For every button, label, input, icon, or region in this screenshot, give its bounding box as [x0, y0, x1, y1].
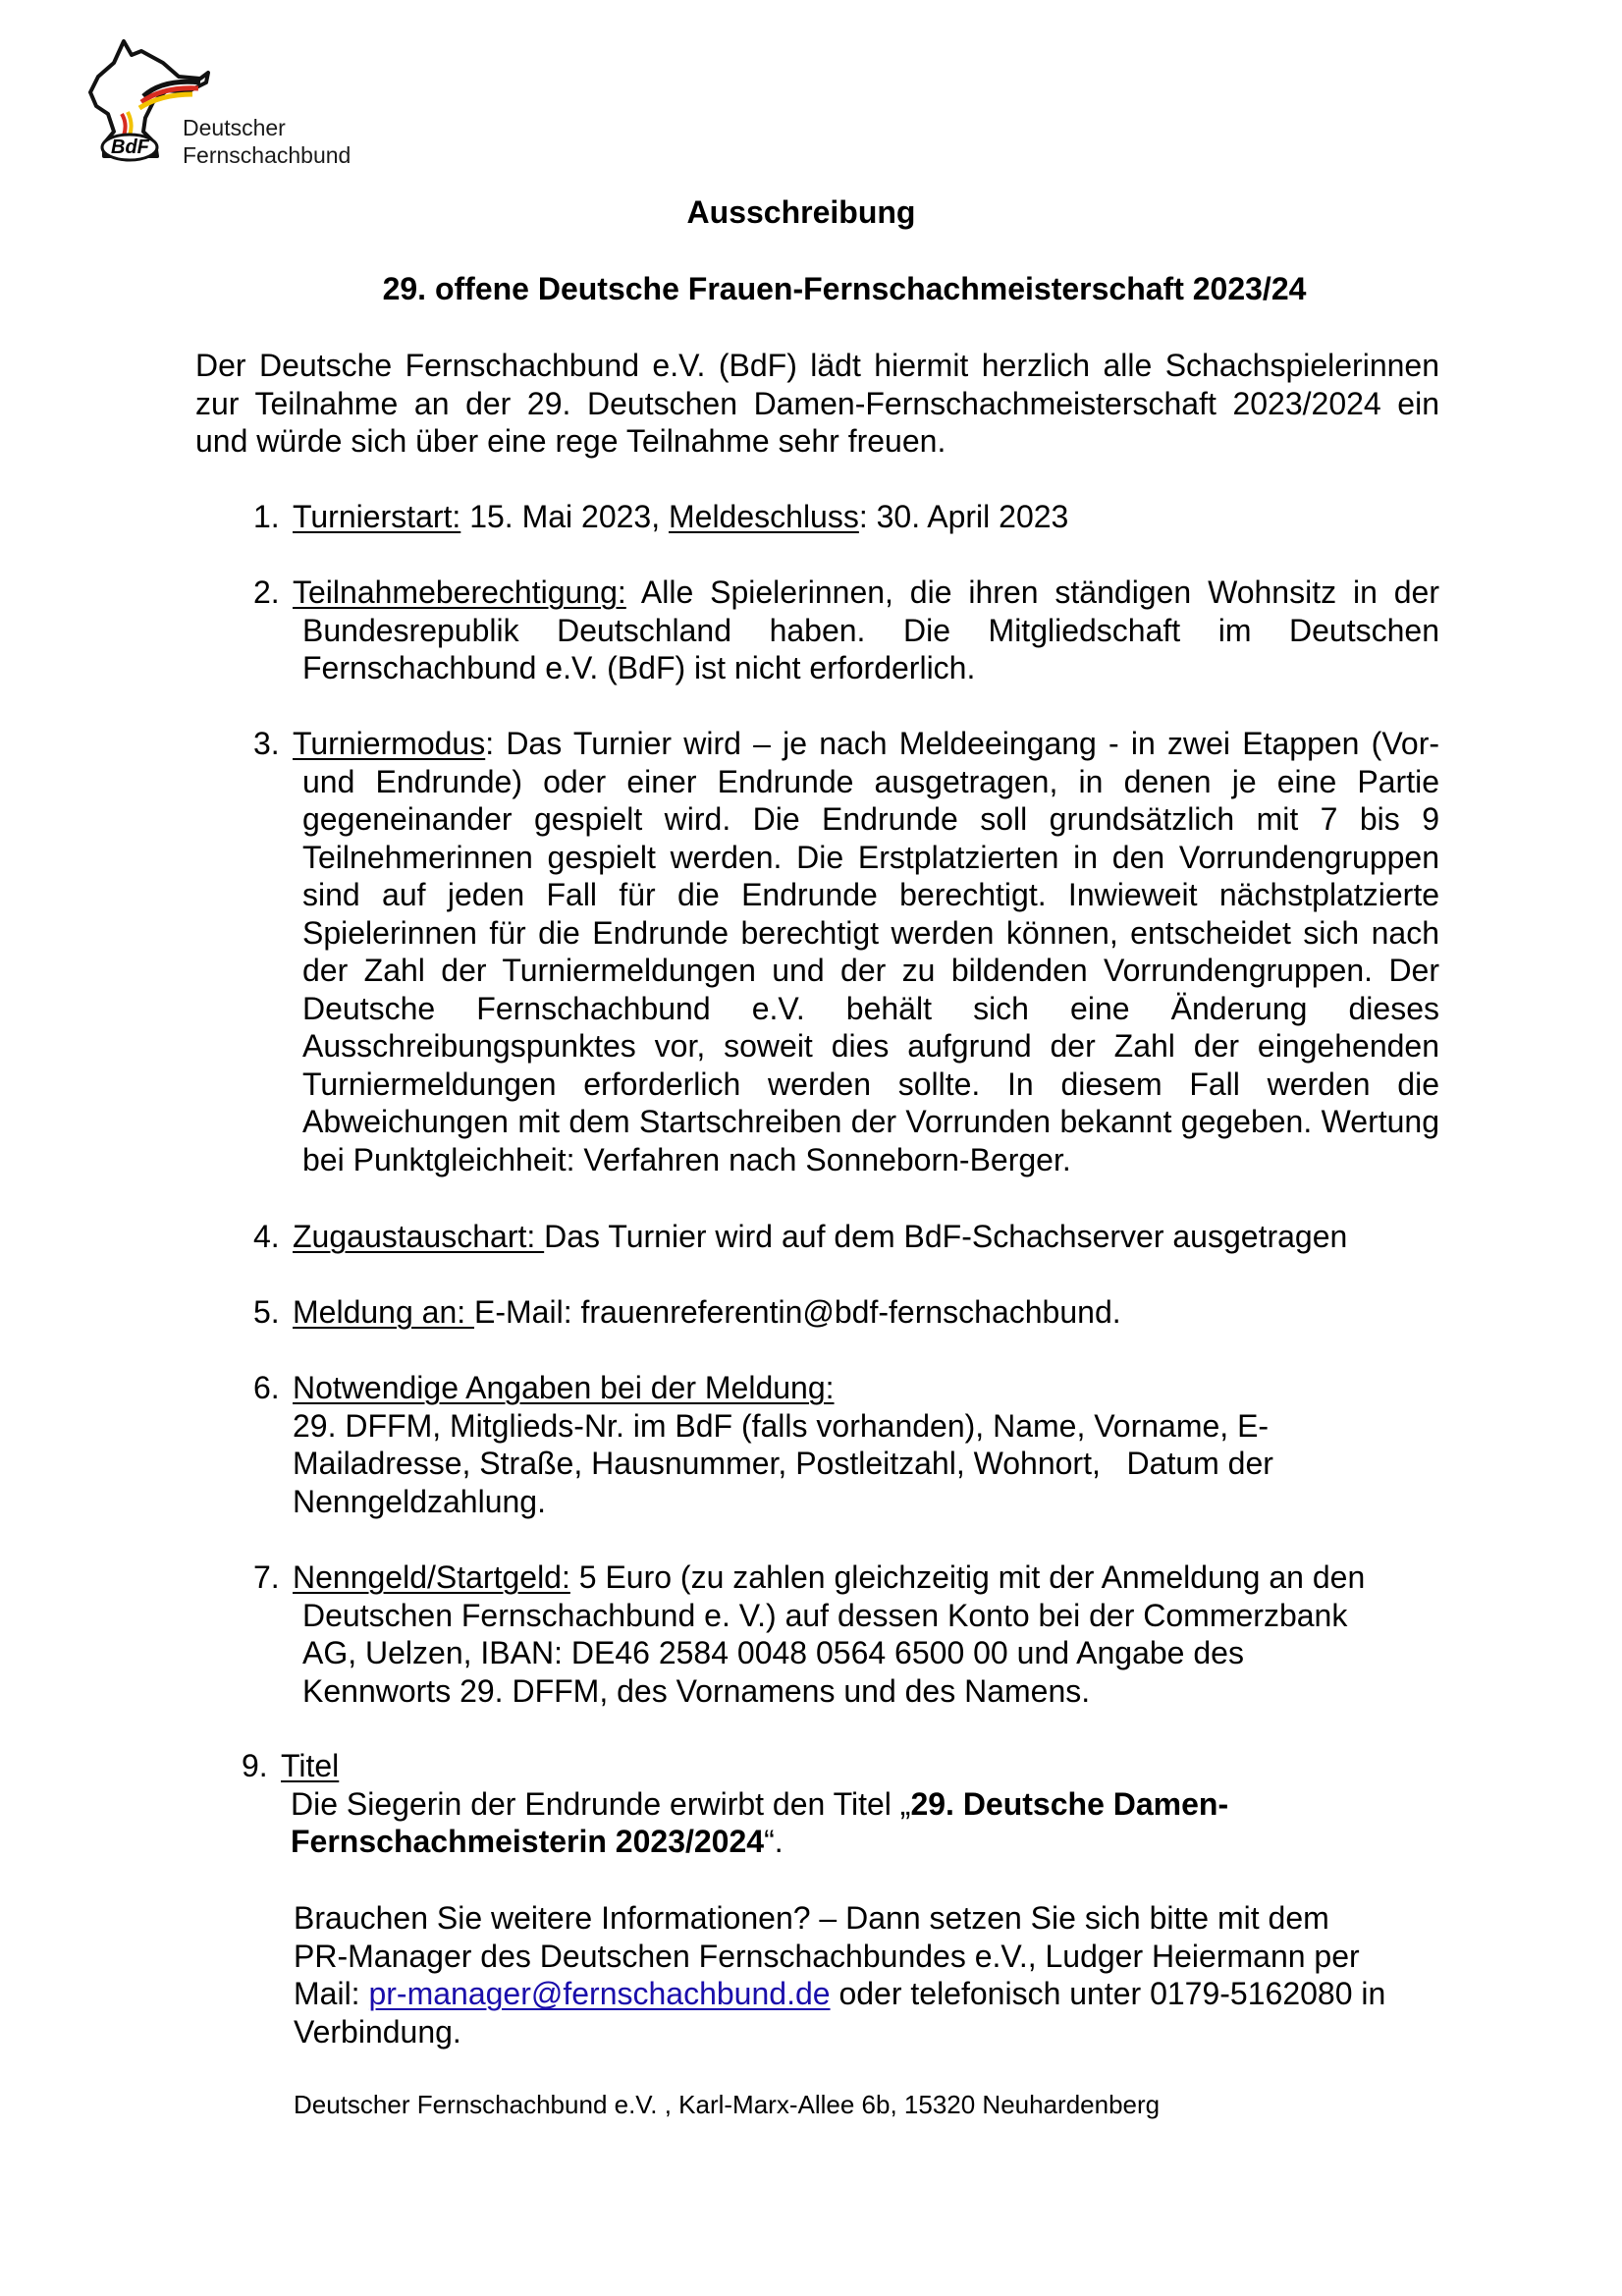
item-line-1-bold: 29. Deutsche Damen- — [910, 1785, 1229, 1822]
item-label: Titel — [281, 1748, 340, 1783]
item-number: 7. — [253, 1559, 280, 1595]
logo-badge-text: BdF — [111, 137, 149, 158]
logo-line-1: Deutscher — [183, 115, 286, 140]
list-item-1 — [253, 498, 1439, 536]
item-label: Nenngeld/Startgeld: — [293, 1559, 570, 1595]
contact-line-2: PR-Manager des Deutschen Fernschachbundes e.V., Ludger Heiermann per — [294, 1938, 1360, 1974]
item-label: Meldung an: — [293, 1294, 475, 1330]
list-item-9 — [242, 1747, 1428, 1861]
email-link[interactable]: pr-manager@fernschachbund.de — [368, 1976, 831, 2011]
contact-line-1: Brauchen Sie weitere Informationen? – Dann setzen Sie sich bitte mit dem — [294, 1900, 1329, 1936]
item-body — [293, 1293, 1439, 1332]
item-number: 5. — [253, 1294, 280, 1330]
item-label-2: Meldeschluss — [668, 499, 859, 534]
contact-paragraph — [294, 1899, 1385, 2050]
item-text-2: : 30. April 2023 — [858, 499, 1069, 534]
item-label: Turniermodus — [293, 726, 486, 761]
item-body — [293, 1369, 1439, 1520]
logo-wordmark — [183, 114, 351, 169]
item-body — [293, 498, 1439, 536]
item-body — [293, 1218, 1439, 1256]
item-line-2-text: “. — [764, 1824, 784, 1859]
document-subheading: 29. offene Deutsche Frauen-Fernschachmeisterschaft 2023/24 — [382, 271, 1307, 306]
list-item-6 — [253, 1369, 1439, 1520]
item-text: E-Mail: frauenreferentin@bdf-fernschachbund. — [474, 1294, 1121, 1330]
item-line-4: Kennworts 29. DFFM, des Vornamens und des Namens. — [302, 1672, 1091, 1709]
item-text: : Das Turnier wird – je nach Meldeeingang - in zwei Etappen (Vor- und Endrunde) oder einer Endrunde ausgetragen, in denen je eine Partie gegeneinander gespielt wird. Die Endrunde soll grundsätzlich mit 7 bis 9 Teilnehmerinnen gespielt werden. Die Erstplatzierten in den Vorrundengruppen sind auf jeden Fall für die Endrunde berechtigt. Inwieweit nächstplatzierte Spielerinnen für die Endrunde berechtigt werden können, entscheidet sich nach der Zahl der Turniermeldungen und der zu bildenden Vorrundengruppen. Der Deutsche Fernschachbund e.V. behält sich eine Änderung dieses Ausschreibungspunktes vor, soweit dies aufgrund der Zahl der eingehenden Turniermeldungen erforderlich werden sollte. In diesem Fall werden die Abweichungen mit dem Startschreiben der Vorrunden bekannt gegeben. Wertung bei Punktgleichheit: Verfahren nach Sonneborn-Berger. — [302, 726, 1439, 1177]
item-number: 3. — [253, 726, 280, 761]
item-body — [281, 1747, 1428, 1861]
item-line-2: Mailadresse, Straße, Hausnummer, Postleitzahl, Wohnort, Datum der — [293, 1446, 1273, 1481]
item-label: Zugaustauschart: — [293, 1219, 545, 1254]
logo-line-2: Fernschachbund — [183, 142, 351, 168]
item-text: 15. Mai 2023, — [460, 499, 669, 534]
item-label: Turnierstart: — [293, 499, 461, 534]
item-line-1: 5 Euro (zu zahlen gleichzeitig mit der Anmeldung an den — [569, 1559, 1366, 1595]
item-line-3: Nenngeldzahlung. — [293, 1483, 546, 1519]
contact-line-3-pre: Mail: — [294, 1976, 369, 2011]
item-number: 2. — [253, 574, 280, 610]
page-footer: Deutscher Fernschachbund e.V. , Karl-Marx-Allee 6b, 15320 Neuhardenberg — [294, 2090, 1161, 2119]
item-body — [293, 725, 1439, 1178]
item-body — [293, 1558, 1439, 1710]
list-item-4 — [253, 1218, 1439, 1256]
item-number: 1. — [253, 499, 280, 534]
item-label: Notwendige Angaben bei der Meldung: — [293, 1370, 835, 1405]
item-text: Das Turnier wird auf dem BdF-Schachserver ausgetragen — [544, 1219, 1348, 1254]
item-body — [293, 574, 1439, 687]
item-line-2-bold: Fernschachmeisterin 2023/2024 — [291, 1824, 765, 1859]
item-line-2: Deutschen Fernschachbund e. V.) auf dessen Konto bei der Commerzbank — [302, 1597, 1348, 1633]
item-number: 4. — [253, 1219, 280, 1254]
item-text: Alle Spielerinnen, die ihren ständigen Wohnsitz in der Bundesrepublik Deutschland haben. Die Mitgliedschaft im Deutschen Fernschachbund e.V. (BdF) ist nicht erforderlich. — [302, 574, 1439, 685]
list-item-5 — [253, 1293, 1439, 1332]
contact-line-4: Verbindung. — [294, 2013, 461, 2050]
contact-line-3-post: oder telefonisch unter 0179-5162080 in — [830, 1976, 1386, 2011]
item-line-1-text: Die Siegerin der Endrunde erwirbt den Titel „ — [291, 1785, 911, 1822]
item-number: 6. — [253, 1370, 280, 1405]
list-item-2 — [253, 574, 1439, 687]
item-label: Teilnahmeberechtigung: — [293, 574, 626, 610]
list-item-7 — [253, 1558, 1439, 1710]
item-line-1: 29. DFFM, Mitglieds-Nr. im BdF (falls vorhanden), Name, Vorname, E- — [293, 1407, 1270, 1444]
list-item-3 — [253, 725, 1439, 1178]
item-number: 9. — [242, 1748, 268, 1783]
bdf-logo — [84, 33, 389, 171]
document-heading: Ausschreibung — [686, 194, 916, 230]
item-line-3: AG, Uelzen, IBAN: DE46 2584 0048 0564 6500 00 und Angabe des — [302, 1635, 1244, 1670]
intro-paragraph: Der Deutsche Fernschachbund e.V. (BdF) lädt hiermit herzlich alle Schachspielerinnen zur Teilnahme an der 29. Deutschen Damen-Fernschachmeisterschaft 2023/2024 ein und würde sich über eine rege Teilnahme sehr freuen. — [195, 348, 1439, 459]
